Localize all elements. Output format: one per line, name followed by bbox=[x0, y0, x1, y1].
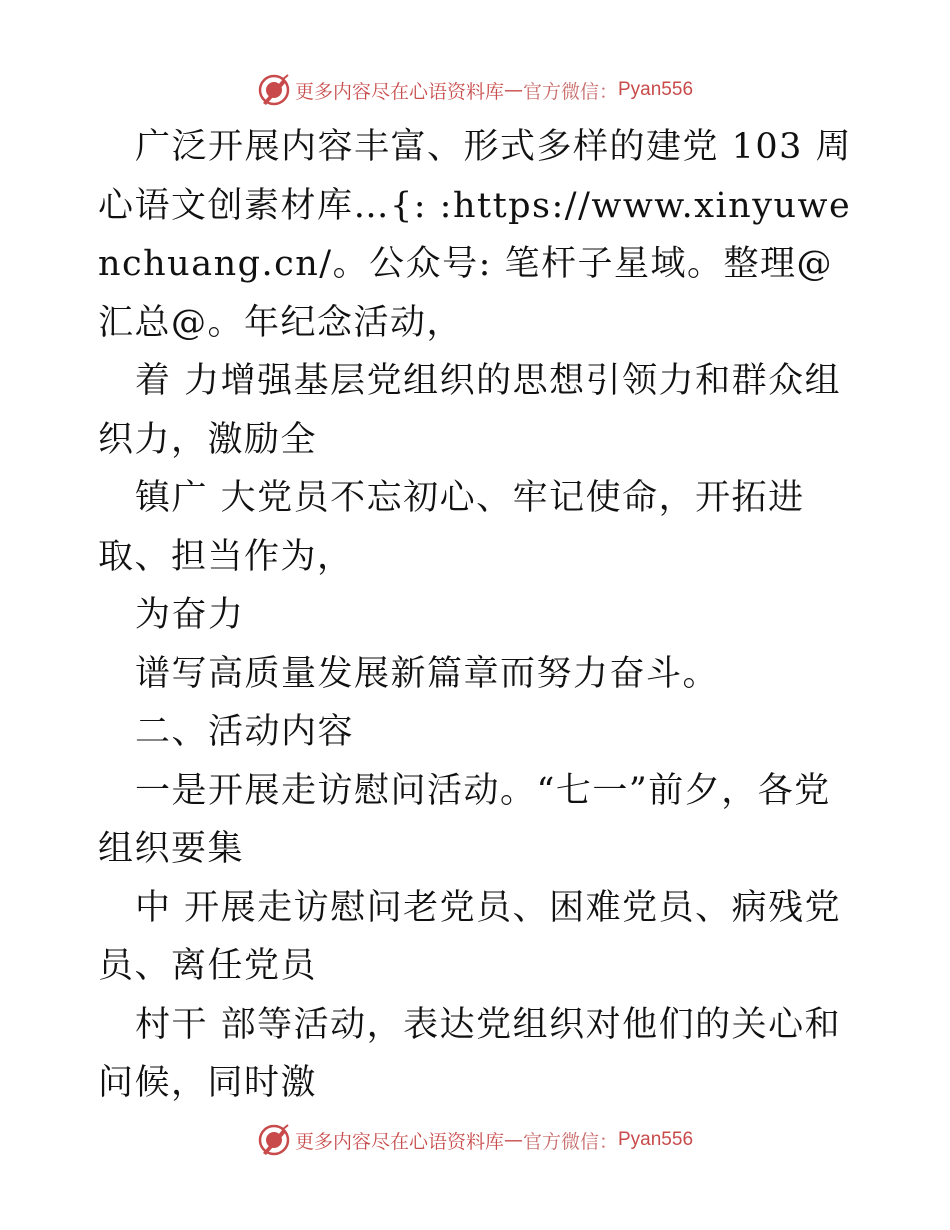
banner-account: Pyan556 bbox=[618, 1129, 694, 1150]
quill-pen-badge-icon bbox=[257, 73, 291, 107]
banner-account: Pyan556 bbox=[618, 79, 694, 100]
banner-dash: — bbox=[503, 79, 523, 101]
banner-wechat-label: 官方微信： bbox=[522, 1130, 618, 1153]
paragraph-2: 着 力增强基层党组织的思想引领力和群众组织力，激励全 bbox=[98, 361, 842, 460]
header-watermark-banner bbox=[0, 70, 950, 110]
banner-main-text: 更多内容尽在心语资料库 bbox=[294, 80, 504, 103]
section-heading: 二、活动内容 bbox=[135, 712, 355, 752]
paragraph-1: 广泛开展内容丰富、形式多样的建党 103 周心语文创素材库…{: :https://www.xinyuwenchuang.cn/。公众号: 笔杆子星域。整理@汇总@。年纪念活动， bbox=[98, 127, 853, 343]
paragraph-9: 村干 部等活动，表达党组织对他们的关心和问候，同时激 bbox=[98, 1004, 842, 1103]
paragraph-8: 中 开展走访慰问老党员、困难党员、病残党员、离任党员 bbox=[98, 887, 842, 986]
banner-main-text: 更多内容尽在心语资料库 bbox=[294, 1130, 504, 1153]
paragraph-5: 谱写高质量发展新篇章而努力奋斗。 bbox=[135, 653, 720, 694]
paragraph-4: 为奋力 bbox=[135, 595, 245, 635]
paragraph-7: 一是开展走访慰问活动。“七一”前夕，各党组织要集 bbox=[98, 770, 831, 869]
quill-pen-badge-icon bbox=[257, 1123, 291, 1157]
banner-wechat-label: 官方微信： bbox=[522, 80, 618, 103]
banner-dash: — bbox=[503, 1129, 523, 1151]
footer-watermark-banner bbox=[0, 1120, 950, 1160]
document-body bbox=[98, 118, 858, 1113]
paragraph-3: 镇广 大党员不忘初心、牢记使命，开拓进取、担当作为， bbox=[98, 478, 805, 577]
